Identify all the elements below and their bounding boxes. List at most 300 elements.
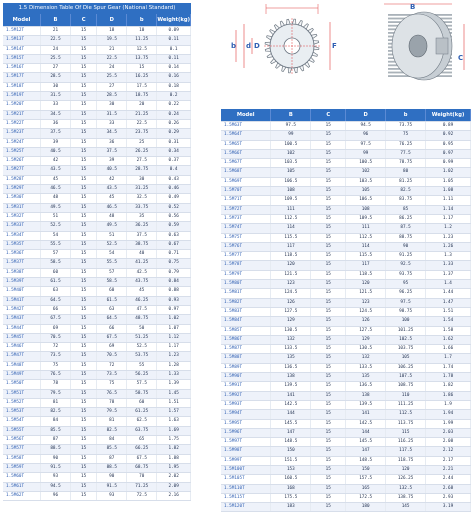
model-cell: 1.5M39T — [3, 278, 41, 287]
value-cell: 1.23 — [426, 233, 471, 242]
value-cell: 36 — [41, 119, 71, 128]
model-cell: 1.5M44T — [3, 324, 41, 333]
model-cell: 1.5M77T — [221, 252, 271, 261]
value-cell: 102.5 — [386, 335, 426, 344]
value-cell: 1.51 — [157, 398, 191, 407]
value-cell: 1.4 — [426, 280, 471, 289]
value-cell: 33 — [41, 101, 71, 110]
model-cell: 1.5M83T — [221, 307, 271, 316]
value-cell: 121.5 — [271, 270, 311, 279]
table-row — [3, 324, 191, 333]
right-header-row — [221, 109, 471, 122]
table-row — [3, 64, 191, 73]
model-cell: 1.5M46T — [3, 343, 41, 352]
model-cell: 1.5M12T — [3, 27, 41, 36]
value-cell: 85.5 — [41, 426, 71, 435]
table-row — [221, 456, 471, 465]
value-cell: 63 — [97, 305, 127, 314]
value-cell: 91.5 — [41, 463, 71, 472]
value-cell: 57 — [97, 268, 127, 277]
value-cell: 0.59 — [157, 222, 191, 231]
value-cell: 112.5 — [386, 410, 426, 419]
value-cell: 73.75 — [386, 122, 426, 131]
value-cell: 136.5 — [346, 382, 386, 391]
table-row — [221, 326, 471, 335]
value-cell: 40 — [127, 250, 157, 259]
value-cell: 19.5 — [97, 36, 127, 45]
value-cell: 15 — [71, 268, 97, 277]
value-cell: 69 — [97, 343, 127, 352]
model-cell: 1.5M32T — [3, 212, 41, 221]
value-cell: 2.17 — [426, 456, 471, 465]
table-row — [3, 268, 191, 277]
value-cell: 22.5 — [41, 36, 71, 45]
table-row — [3, 45, 191, 54]
value-cell: 123 — [271, 280, 311, 289]
model-cell: 1.5M81T — [221, 289, 271, 298]
value-cell: 46.5 — [97, 203, 127, 212]
value-cell: 48 — [97, 212, 127, 221]
model-cell: 1.5M53T — [3, 408, 41, 417]
value-cell: 15 — [311, 177, 346, 186]
value-cell: 105 — [346, 187, 386, 196]
right-dimension-table — [221, 109, 471, 512]
value-cell: 144 — [346, 428, 386, 437]
value-cell: 63 — [41, 287, 71, 296]
value-cell: 39 — [41, 138, 71, 147]
model-cell: 1.5M82T — [221, 298, 271, 307]
value-cell: 0.14 — [157, 64, 191, 73]
value-cell: 153 — [271, 465, 311, 474]
value-cell: 0.93 — [157, 296, 191, 305]
table-row — [221, 475, 471, 484]
value-cell: 1.3 — [426, 252, 471, 261]
model-cell: 1.5M25T — [3, 147, 41, 156]
table-row — [3, 101, 191, 110]
value-cell: 100 — [386, 317, 426, 326]
table-row — [3, 491, 191, 500]
value-cell: 148.5 — [346, 456, 386, 465]
value-cell: 67.5 — [41, 315, 71, 324]
value-cell: 15 — [71, 119, 97, 128]
value-cell: 0.2 — [157, 92, 191, 101]
column-header: Weight(kg) — [157, 14, 191, 27]
model-cell: 1.5M63T — [221, 122, 271, 131]
model-cell: 1.5M55T — [3, 426, 41, 435]
table-row — [3, 36, 191, 45]
gear-3d-view — [388, 12, 452, 80]
table-row — [221, 493, 471, 502]
value-cell: 109.5 — [346, 214, 386, 223]
value-cell: 90 — [97, 473, 127, 482]
left-dimension-table — [3, 14, 191, 501]
value-cell: 0.75 — [157, 259, 191, 268]
dim-label-b: b — [231, 42, 237, 50]
value-cell: 31.25 — [127, 185, 157, 194]
table-row — [221, 438, 471, 447]
model-cell: 1.5M36T — [3, 250, 41, 259]
table-row — [221, 122, 471, 131]
value-cell: 145.5 — [346, 438, 386, 447]
value-cell: 15 — [311, 475, 346, 484]
model-cell: 1.5M35T — [3, 240, 41, 249]
value-cell: 1.02 — [157, 315, 191, 324]
value-cell: 15 — [71, 36, 97, 45]
value-cell: 24 — [41, 45, 71, 54]
column-header: D — [97, 14, 127, 27]
value-cell: 97.5 — [386, 298, 426, 307]
value-cell: 36.25 — [127, 222, 157, 231]
value-cell: 52.5 — [97, 240, 127, 249]
value-cell: 15 — [71, 212, 97, 221]
value-cell: 1.44 — [426, 289, 471, 298]
value-cell: 102 — [346, 168, 386, 177]
value-cell: 34.5 — [41, 110, 71, 119]
value-cell: 37.5 — [41, 129, 71, 138]
table-row — [221, 465, 471, 474]
value-cell: 54 — [97, 250, 127, 259]
value-cell: 0.11 — [157, 54, 191, 63]
value-cell: 15 — [311, 345, 346, 354]
value-cell: 60 — [127, 398, 157, 407]
value-cell: 0.37 — [157, 157, 191, 166]
value-cell: 15 — [71, 166, 97, 175]
value-cell: 1.99 — [426, 419, 471, 428]
value-cell: 75 — [41, 361, 71, 370]
value-cell: 95 — [386, 280, 426, 289]
model-cell: 1.5M70T — [221, 187, 271, 196]
value-cell: 168 — [271, 484, 311, 493]
value-cell: 175.5 — [271, 493, 311, 502]
value-cell: 15 — [311, 465, 346, 474]
value-cell: 1.54 — [426, 317, 471, 326]
model-cell: 1.5M49T — [3, 370, 41, 379]
column-header: Model — [221, 109, 271, 122]
value-cell: 15 — [71, 436, 97, 445]
model-cell: 1.5M72T — [221, 205, 271, 214]
value-cell: 52.5 — [127, 343, 157, 352]
value-cell: 0.89 — [426, 122, 471, 131]
table-row — [3, 417, 191, 426]
value-cell: 0.56 — [157, 212, 191, 221]
table-row — [221, 140, 471, 149]
value-cell: 46.5 — [41, 185, 71, 194]
value-cell: 109.5 — [271, 196, 311, 205]
value-cell: 126 — [271, 298, 311, 307]
value-cell: 21.25 — [127, 110, 157, 119]
value-cell: 21 — [41, 27, 71, 36]
model-cell: 1.5M67T — [221, 159, 271, 168]
value-cell: 15 — [71, 408, 97, 417]
value-cell: 15 — [127, 64, 157, 73]
model-cell: 1.5M105T — [221, 475, 271, 484]
table-row — [3, 231, 191, 240]
value-cell: 17.5 — [127, 82, 157, 91]
table-row — [221, 363, 471, 372]
value-cell: 103.5 — [271, 159, 311, 168]
model-cell: 1.5M71T — [221, 196, 271, 205]
value-cell: 145 — [386, 503, 426, 512]
table-row — [221, 307, 471, 316]
value-cell: 66.25 — [127, 445, 157, 454]
value-cell: 30 — [127, 175, 157, 184]
table-row — [221, 224, 471, 233]
value-cell: 1.39 — [157, 380, 191, 389]
value-cell: 76.5 — [97, 389, 127, 398]
value-cell: 15 — [311, 122, 346, 131]
value-cell: 147 — [346, 447, 386, 456]
model-cell: 1.5M47T — [3, 352, 41, 361]
value-cell: 31.5 — [41, 92, 71, 101]
value-cell: 15 — [71, 82, 97, 91]
value-cell: 0.4 — [157, 166, 191, 175]
value-cell: 108 — [271, 187, 311, 196]
value-cell: 97.5 — [346, 140, 386, 149]
table-row — [3, 175, 191, 184]
model-cell: 1.5M17T — [3, 73, 41, 82]
value-cell: 2.44 — [426, 475, 471, 484]
value-cell: 115 — [386, 428, 426, 437]
gear-diagram — [218, 0, 474, 90]
value-cell: 94.5 — [41, 482, 71, 491]
value-cell: 139.5 — [271, 382, 311, 391]
value-cell: 28.5 — [97, 92, 127, 101]
value-cell: 0.34 — [157, 147, 191, 156]
model-cell: 1.5M98T — [221, 447, 271, 456]
value-cell: 27 — [97, 82, 127, 91]
value-cell: 15 — [311, 187, 346, 196]
value-cell: 87 — [41, 436, 71, 445]
value-cell: 60 — [97, 287, 127, 296]
value-cell: 43.5 — [97, 185, 127, 194]
value-cell: 15 — [311, 317, 346, 326]
table-row — [221, 354, 471, 363]
value-cell: 47.5 — [127, 305, 157, 314]
value-cell: 85 — [386, 205, 426, 214]
value-cell: 106.25 — [386, 363, 426, 372]
value-cell: 15 — [71, 482, 97, 491]
model-cell: 1.5M64T — [221, 131, 271, 140]
model-cell: 1.5M68T — [221, 168, 271, 177]
value-cell: 99 — [346, 149, 386, 158]
gear-front-view — [264, 18, 320, 74]
value-cell: 115.5 — [346, 252, 386, 261]
column-header: b — [127, 14, 157, 27]
model-cell: 1.5M78T — [221, 261, 271, 270]
value-cell: 121.5 — [346, 289, 386, 298]
value-cell: 88.5 — [41, 445, 71, 454]
value-cell: 13.75 — [127, 54, 157, 63]
value-cell: 120 — [346, 280, 386, 289]
value-cell: 15 — [71, 110, 97, 119]
model-cell: 1.5M21T — [3, 110, 41, 119]
model-cell: 1.5M28T — [3, 175, 41, 184]
value-cell: 73.5 — [97, 370, 127, 379]
value-cell: 132 — [346, 354, 386, 363]
table-row — [3, 296, 191, 305]
model-cell: 1.5M110T — [221, 484, 271, 493]
value-cell: 15 — [311, 438, 346, 447]
value-cell: 1.47 — [426, 298, 471, 307]
value-cell: 15 — [71, 185, 97, 194]
value-cell: 72 — [41, 343, 71, 352]
value-cell: 82.5 — [97, 426, 127, 435]
value-cell: 2.93 — [426, 493, 471, 502]
value-cell: 1.78 — [426, 373, 471, 382]
table-row — [221, 298, 471, 307]
value-cell: 1.28 — [157, 361, 191, 370]
table-row — [3, 259, 191, 268]
value-cell: 15 — [71, 463, 97, 472]
value-cell: 1.02 — [426, 168, 471, 177]
table-row — [221, 131, 471, 140]
model-cell: 1.5M95T — [221, 419, 271, 428]
value-cell: 42 — [41, 157, 71, 166]
value-cell: 3.19 — [426, 503, 471, 512]
value-cell: 138 — [271, 373, 311, 382]
model-cell: 1.5M57T — [3, 445, 41, 454]
value-cell: 96.25 — [386, 289, 426, 298]
value-cell: 18 — [97, 27, 127, 36]
model-cell: 1.5M16T — [3, 64, 41, 73]
table-row — [3, 436, 191, 445]
value-cell: 25 — [127, 138, 157, 147]
value-cell: 15 — [71, 175, 97, 184]
value-cell: 2.68 — [426, 484, 471, 493]
value-cell: 57.5 — [127, 380, 157, 389]
value-cell: 15 — [311, 140, 346, 149]
value-cell: 118.5 — [346, 270, 386, 279]
value-cell: 1.58 — [426, 326, 471, 335]
value-cell: 16.25 — [127, 73, 157, 82]
value-cell: 21 — [97, 45, 127, 54]
value-cell: 15 — [71, 305, 97, 314]
value-cell: 151.5 — [271, 456, 311, 465]
value-cell: 15 — [71, 129, 97, 138]
value-cell: 15 — [71, 315, 97, 324]
table-row — [3, 454, 191, 463]
value-cell: 54 — [41, 231, 71, 240]
table-row — [221, 177, 471, 186]
model-cell: 1.5M29T — [3, 185, 41, 194]
table-row — [221, 289, 471, 298]
value-cell: 78 — [97, 398, 127, 407]
value-cell: 133.5 — [271, 345, 311, 354]
model-cell: 1.5M79T — [221, 270, 271, 279]
value-cell: 141 — [346, 410, 386, 419]
value-cell: 105 — [271, 168, 311, 177]
value-cell: 123 — [346, 298, 386, 307]
value-cell: 84 — [41, 417, 71, 426]
model-cell: 1.5M85T — [221, 326, 271, 335]
value-cell: 66 — [41, 305, 71, 314]
value-cell: 24 — [97, 64, 127, 73]
value-cell: 82.5 — [386, 187, 426, 196]
table-row — [3, 240, 191, 249]
model-cell: 1.5M15T — [3, 54, 41, 63]
value-cell: 0.1 — [157, 45, 191, 54]
value-cell: 15 — [71, 287, 97, 296]
column-header: C — [71, 14, 97, 27]
value-cell: 75 — [97, 380, 127, 389]
table-row — [221, 159, 471, 168]
value-cell: 15 — [311, 456, 346, 465]
model-cell: 1.5M22T — [3, 119, 41, 128]
value-cell: 68.75 — [127, 463, 157, 472]
table-row — [221, 214, 471, 223]
value-cell: 36 — [97, 138, 127, 147]
table-row — [3, 408, 191, 417]
table-row — [3, 203, 191, 212]
value-cell: 52.5 — [41, 222, 71, 231]
table-row — [3, 361, 191, 370]
value-cell: 2.12 — [426, 447, 471, 456]
value-cell: 75 — [386, 131, 426, 140]
value-cell: 15 — [71, 445, 97, 454]
value-cell: 0.18 — [157, 82, 191, 91]
value-cell: 15 — [311, 484, 346, 493]
value-cell: 15 — [71, 73, 97, 82]
value-cell: 15 — [311, 261, 346, 270]
value-cell: 78.75 — [386, 159, 426, 168]
value-cell: 35 — [127, 212, 157, 221]
value-cell: 15 — [311, 307, 346, 316]
value-cell: 144 — [271, 410, 311, 419]
value-cell: 101.25 — [386, 326, 426, 335]
value-cell: 15 — [71, 203, 97, 212]
value-cell: 33.75 — [127, 203, 157, 212]
value-cell: 15 — [311, 373, 346, 382]
value-cell: 15 — [311, 131, 346, 140]
value-cell: 34.5 — [97, 129, 127, 138]
value-cell: 62.5 — [127, 417, 157, 426]
value-cell: 94.5 — [346, 122, 386, 131]
value-cell: 160.5 — [271, 475, 311, 484]
model-cell: 1.5M62T — [3, 491, 41, 500]
value-cell: 15 — [71, 398, 97, 407]
value-cell: 15 — [71, 370, 97, 379]
value-cell: 1.75 — [157, 436, 191, 445]
model-cell: 1.5M34T — [3, 231, 41, 240]
value-cell: 58.5 — [97, 278, 127, 287]
table-row — [221, 261, 471, 270]
value-cell: 15 — [71, 454, 97, 463]
column-header: B — [41, 14, 71, 27]
value-cell: 18.75 — [127, 92, 157, 101]
value-cell: 1.82 — [157, 445, 191, 454]
value-cell: 1.82 — [426, 382, 471, 391]
value-cell: 73.5 — [41, 352, 71, 361]
model-cell: 1.5M37T — [3, 259, 41, 268]
value-cell: 37.5 — [97, 147, 127, 156]
table-row — [221, 373, 471, 382]
value-cell: 81 — [97, 417, 127, 426]
column-header: Model — [3, 14, 41, 27]
value-cell: 76.5 — [41, 370, 71, 379]
value-cell: 165 — [346, 484, 386, 493]
value-cell: 15 — [311, 410, 346, 419]
value-cell: 1.23 — [157, 352, 191, 361]
table-row — [221, 345, 471, 354]
value-cell: 15 — [71, 278, 97, 287]
table-row — [3, 380, 191, 389]
value-cell: 15 — [311, 298, 346, 307]
value-cell: 103.5 — [346, 177, 386, 186]
value-cell: 58.75 — [127, 389, 157, 398]
value-cell: 15 — [71, 389, 97, 398]
value-cell: 2.03 — [426, 428, 471, 437]
value-cell: 0.46 — [157, 185, 191, 194]
